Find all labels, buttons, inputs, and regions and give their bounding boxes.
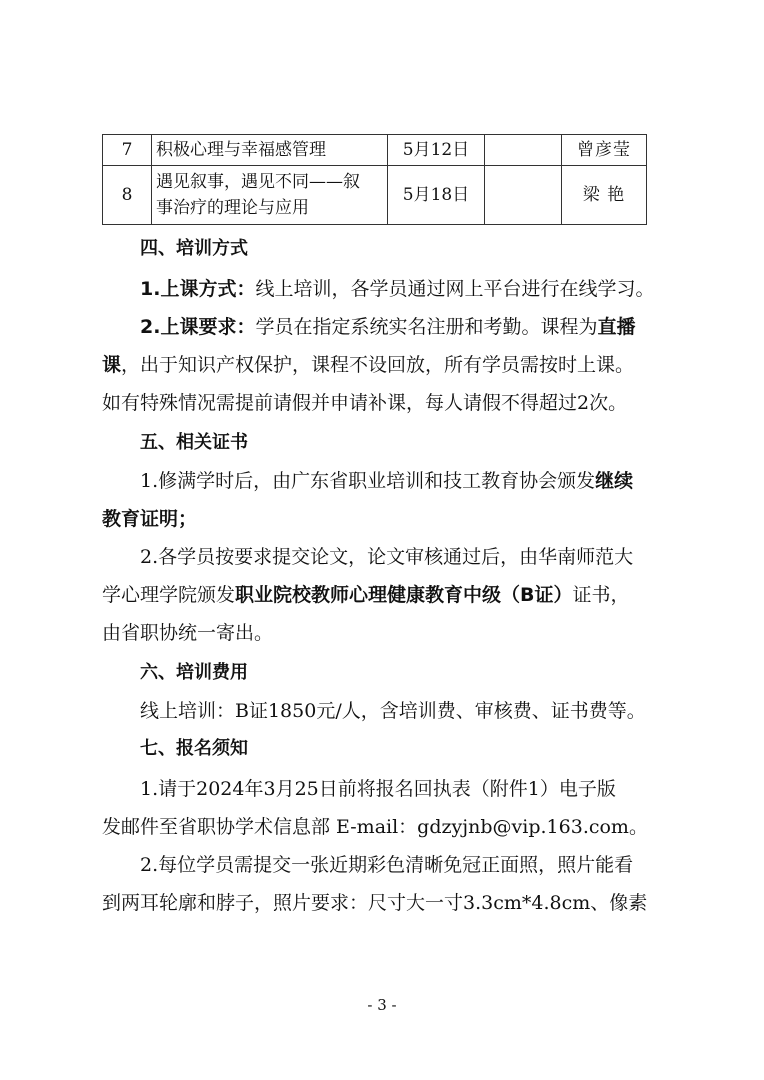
paragraph-class-method: 1.上课方式：线上培训，各学员通过网上平台进行在线学习。 [140,278,655,300]
paragraph-certificate-1: 1.修满学时后，由广东省职业培训和技工教育协会颁发继续 [140,470,634,492]
paragraph-class-requirement-cont: 如有特殊情况需提前请假并申请补课，每人请假不得超过2次。 [102,392,628,414]
paragraph-registration-1: 1.请于2024年3月25日前将报名回执表（附件1）电子版 [140,778,616,800]
section-heading-registration: 七、报名须知 [140,738,248,759]
paragraph-registration-2-cont: 到两耳轮廓和脖子，照片要求：尺寸大一寸3.3cm*4.8cm、像素 [102,892,648,914]
paragraph-certificate-2: 2.各学员按要求提交论文，论文审核通过后，由华南师范大 [140,546,634,568]
teacher-name: 曾彦莹 [562,135,647,166]
paragraph-fees: 线上培训：B证1850元/人，含培训费、审核费、证书费等。 [140,700,646,722]
row-number: 8 [103,166,152,225]
teacher-name: 梁 艳 [562,166,647,225]
row-number: 7 [103,135,152,166]
course-date: 5月18日 [388,166,485,225]
paragraph-registration-1-cont: 发邮件至省职协学术信息部 E-mail：gdzyjnb@vip.163.com。 [102,816,648,838]
paragraph-certificate-2-cont: 由省职协统一寄出。 [102,622,274,644]
page-number: - 3 - [367,996,397,1014]
empty-cell [485,166,562,225]
course-date: 5月12日 [388,135,485,166]
paragraph-class-requirement: 2.上课要求：学员在指定系统实名注册和考勤。课程为直播 [140,316,636,338]
course-title: 遇见叙事，遇见不同——叙 事治疗的理论与应用 [152,166,388,225]
table-row [103,135,647,166]
course-title: 积极心理与幸福感管理 [152,135,388,166]
section-heading-fees: 六、培训费用 [140,662,248,683]
paragraph-registration-2: 2.每位学员需提交一张近期彩色清晰免冠正面照，照片能看 [140,854,634,876]
paragraph-certificate-2-cont: 学心理学院颁发职业院校教师心理健康教育中级（B证）证书， [102,584,630,606]
section-heading-training-method: 四、培训方式 [140,238,248,259]
empty-cell [485,135,562,166]
paragraph-class-requirement-cont: 课，出于知识产权保护，课程不设回放，所有学员需按时上课。 [102,354,635,376]
table-row [103,166,647,225]
course-schedule-table [102,134,647,225]
section-heading-certificates: 五、相关证书 [140,432,248,453]
paragraph-certificate-1-cont: 教育证明； [102,508,198,530]
